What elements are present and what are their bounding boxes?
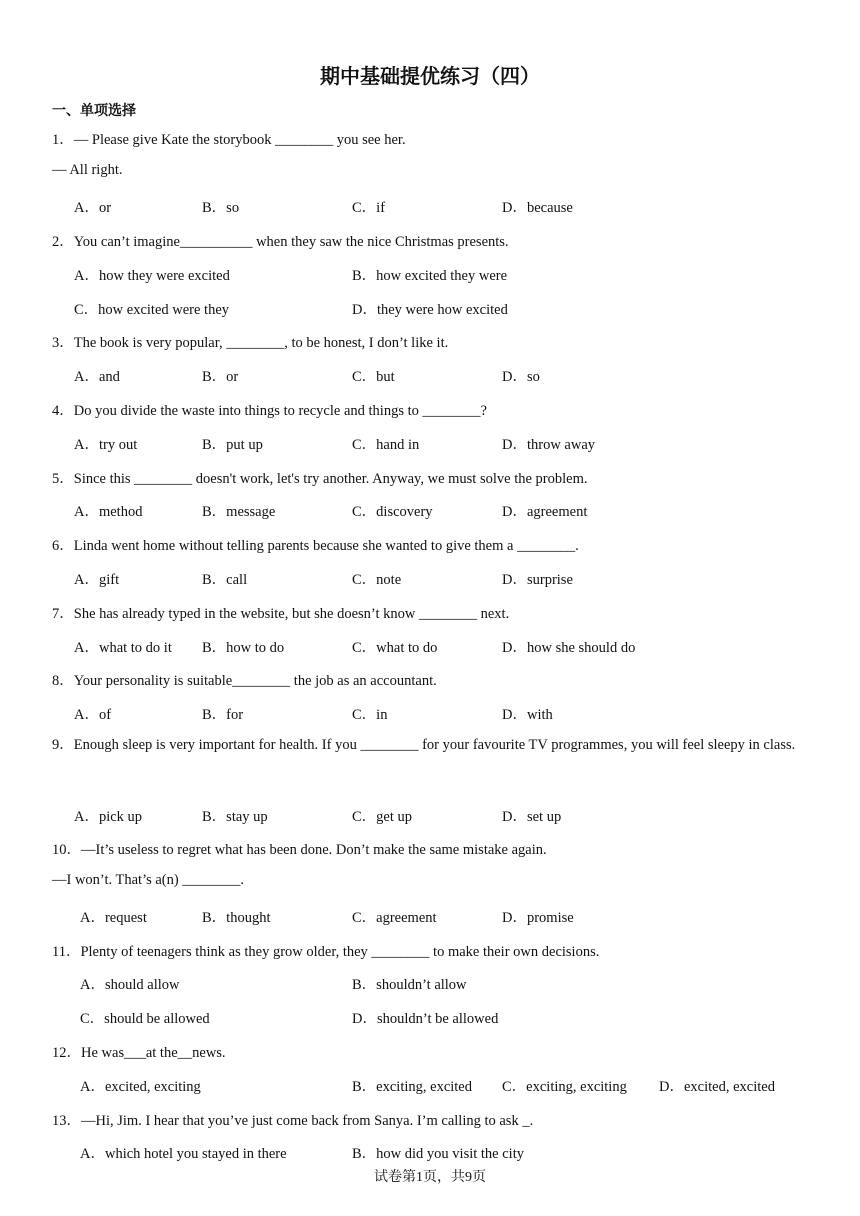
- question-4-stem: 4．Do you divide the waste into things to recycle and things to ________?: [52, 403, 487, 419]
- q10-option-b: B．thought: [202, 910, 271, 926]
- page-title: 期中基础提优练习（四）: [320, 64, 540, 88]
- question-7-stem: 7．She has already typed in the website, but she doesn’t know ________ next.: [52, 606, 510, 622]
- q3-option-a: A．and: [74, 369, 120, 385]
- question-6-stem: 6．Linda went home without telling parents because she wanted to give them a ________.: [52, 538, 579, 554]
- question-2-stem: 2．You can’t imagine__________ when they saw the nice Christmas presents.: [52, 234, 509, 250]
- q9-option-a: A．pick up: [74, 809, 143, 825]
- q7-option-a: A．what to do it: [74, 640, 172, 656]
- q9-option-c: C．get up: [352, 809, 413, 825]
- q4-option-d: D．throw away: [502, 437, 596, 453]
- q2-option-a: A．how they were excited: [74, 268, 230, 284]
- q6-option-d: D．surprise: [502, 572, 573, 588]
- q1-option-d: D．because: [502, 200, 573, 216]
- q11-option-d: D．shouldn’t be allowed: [352, 1011, 499, 1027]
- q10-option-d: D．promise: [502, 910, 574, 926]
- question-10-reply: —I won’t. That’s a(n) ________.: [52, 872, 244, 888]
- q3-option-c: C．but: [352, 369, 395, 385]
- q5-option-c: C．discovery: [352, 504, 433, 520]
- q4-option-a: A．try out: [74, 437, 138, 453]
- q11-option-a: A．should allow: [80, 977, 180, 993]
- q4-option-c: C．hand in: [352, 437, 420, 453]
- q12-option-a: A．excited, exciting: [80, 1079, 201, 1095]
- q7-option-c: C．what to do: [352, 640, 438, 656]
- q13-option-b: B．how did you visit the city: [352, 1146, 524, 1162]
- q1-option-c: C．if: [352, 200, 386, 216]
- q2-option-d: D．they were how excited: [352, 302, 508, 318]
- q12-option-d: D．excited, excited: [659, 1079, 775, 1095]
- q3-option-b: B．or: [202, 369, 239, 385]
- question-8-stem: 8．Your personality is suitable________ the job as an accountant.: [52, 673, 437, 689]
- page-footer: 试卷第1页，共9页: [374, 1170, 486, 1185]
- question-1-reply: — All right.: [52, 162, 123, 178]
- q3-option-d: D．so: [502, 369, 540, 385]
- q4-option-b: B．put up: [202, 437, 263, 453]
- q6-option-b: B．call: [202, 572, 248, 588]
- q6-option-c: C．note: [352, 572, 402, 588]
- question-13-stem: 13．—Hi, Jim. I hear that you’ve just come back from Sanya. I’m calling to ask _.: [52, 1113, 534, 1129]
- q5-option-d: D．agreement: [502, 504, 588, 520]
- question-9-stem: 9．Enough sleep is very important for health. If you ________ for your favourite TV programmes, you will feel sleepy in class.: [52, 737, 796, 753]
- q2-option-c: C．how excited were they: [74, 302, 230, 318]
- q5-option-a: A．method: [74, 504, 143, 520]
- q7-option-b: B．how to do: [202, 640, 285, 656]
- q10-option-a: A．request: [80, 910, 147, 926]
- q5-option-b: B．message: [202, 504, 276, 520]
- q7-option-d: D．how she should do: [502, 640, 636, 656]
- q12-option-b: B．exciting, excited: [352, 1079, 472, 1095]
- q9-option-b: B．stay up: [202, 809, 268, 825]
- question-10-stem: 10．—It’s useless to regret what has been done. Don’t make the same mistake again.: [52, 842, 547, 858]
- question-1-stem: 1．— Please give Kate the storybook ________ you see her.: [52, 132, 406, 148]
- q6-option-a: A．gift: [74, 572, 120, 588]
- q8-option-d: D．with: [502, 707, 553, 723]
- question-11-stem: 11．Plenty of teenagers think as they grow older, they ________ to make their own decisions.: [52, 944, 600, 960]
- q10-option-c: C．agreement: [352, 910, 437, 926]
- q1-option-b: B．so: [202, 200, 240, 216]
- question-12-stem: 12．He was___at the__news.: [52, 1045, 226, 1061]
- q13-option-a: A．which hotel you stayed in there: [80, 1146, 287, 1162]
- q8-option-a: A．of: [74, 707, 112, 723]
- section-heading: 一、单项选择: [52, 103, 136, 119]
- question-5-stem: 5．Since this ________ doesn't work, let's try another. Anyway, we must solve the problem.: [52, 471, 588, 487]
- q1-option-a: A．or: [74, 200, 112, 216]
- q11-option-c: C．should be allowed: [80, 1011, 210, 1027]
- question-3-stem: 3．The book is very popular, ________, to be honest, I don’t like it.: [52, 335, 449, 351]
- q11-option-b: B．shouldn’t allow: [352, 977, 467, 993]
- q8-option-b: B．for: [202, 707, 244, 723]
- q8-option-c: C．in: [352, 707, 388, 723]
- q2-option-b: B．how excited they were: [352, 268, 508, 284]
- q9-option-d: D．set up: [502, 809, 562, 825]
- q12-option-c: C．exciting, exciting: [502, 1079, 627, 1095]
